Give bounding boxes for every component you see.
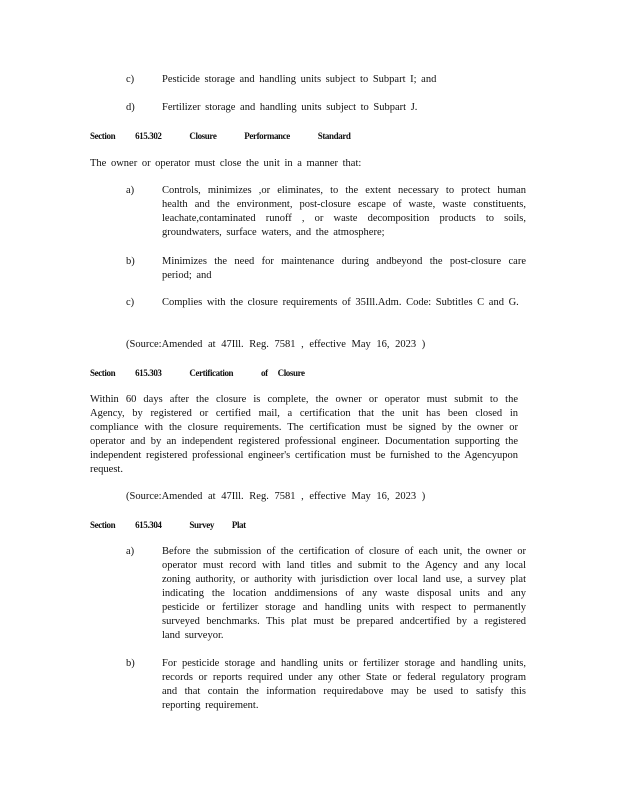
item-label: a) <box>126 546 135 557</box>
item-label: b) <box>126 256 135 267</box>
section-number: 615.302 <box>135 131 162 141</box>
section-title-part: Performance <box>244 131 290 141</box>
item-label: d) <box>126 102 135 113</box>
source-note: (Source:Amended at 47Ill. Reg. 7581 , effective May 16, 2023 ) <box>126 491 426 502</box>
section-heading-615-304 <box>90 519 246 531</box>
section-title-part: Standard <box>317 131 351 141</box>
item-text: Pesticide storage and handling units subject to Subpart I; and <box>162 74 437 85</box>
item-text: Controls, minimizes ,or eliminates, to the extent necessary to protect human health and the environment, post-closure escape of waste, waste constituents, leachate,contaminated runoff , or waste decomposition products to soils, groundwaters, surface waters, and the atmosphere; <box>162 185 526 238</box>
list-item <box>126 101 526 115</box>
item-text: Before the submission of the certification of closure of each unit, the owner or operator must record with land titles and submit to the Agency and any local zoning authority, or authority with jurisdiction over local land use, a survey plat indicating the location anddimensions of any waste disposal units and any pesticide or fertilizer storage and handling units with respect to permanently surveyed benchmarks. This plat must be prepared andcertified by a registered land surveyor. <box>162 546 526 641</box>
section-word: Section <box>90 520 116 530</box>
source-note: (Source:Amended at 47Ill. Reg. 7581 , effective May 16, 2023 ) <box>126 339 426 350</box>
list-item <box>126 296 526 310</box>
section-number: 615.304 <box>135 520 162 530</box>
list-item <box>126 545 526 643</box>
item-text: Minimizes the need for maintenance during andbeyond the post-closure care period; and <box>162 256 526 281</box>
section-paragraph: Within 60 days after the closure is complete, the owner or operator must submit to the Agency, by registered or certified mail, a certification that the unit has been closed in compliance with the closure requirements. The certification must be signed by the owner or operator and by an independent registered professional engineer. Documentation supporting the independent registered professional engineer's certification must be furnished to the Agencyupon request. <box>90 394 518 475</box>
section-title-part: Closure <box>277 368 305 378</box>
section-title-part: of <box>261 368 268 378</box>
section-intro: The owner or operator must close the unit in a manner that: <box>90 158 362 169</box>
list-item <box>126 657 526 713</box>
section-number: 615.303 <box>135 368 162 378</box>
section-heading-615-302 <box>90 130 351 142</box>
section-title-part: Certification <box>189 368 234 378</box>
list-item <box>126 255 526 283</box>
item-text: Complies with the closure requirements of 35Ill.Adm. Code: Subtitles C and G. <box>162 297 519 308</box>
section-title-part: Plat <box>231 520 246 530</box>
item-text: Fertilizer storage and handling units subject to Subpart J. <box>162 102 418 113</box>
list-item <box>126 73 526 87</box>
item-label: c) <box>126 297 135 308</box>
section-heading-615-303 <box>90 367 305 379</box>
section-word: Section <box>90 368 116 378</box>
section-title-part: Survey <box>189 520 214 530</box>
item-label: c) <box>126 74 135 85</box>
item-text: For pesticide storage and handling units or fertilizer storage and handling units, records or reports required under any other State or federal regulatory program and that contain the information requiredabove may be used to satisfy this reporting requirement. <box>162 658 526 711</box>
item-label: b) <box>126 658 135 669</box>
section-title-part: Closure <box>189 131 217 141</box>
list-item <box>126 184 526 240</box>
item-label: a) <box>126 185 135 196</box>
section-word: Section <box>90 131 116 141</box>
